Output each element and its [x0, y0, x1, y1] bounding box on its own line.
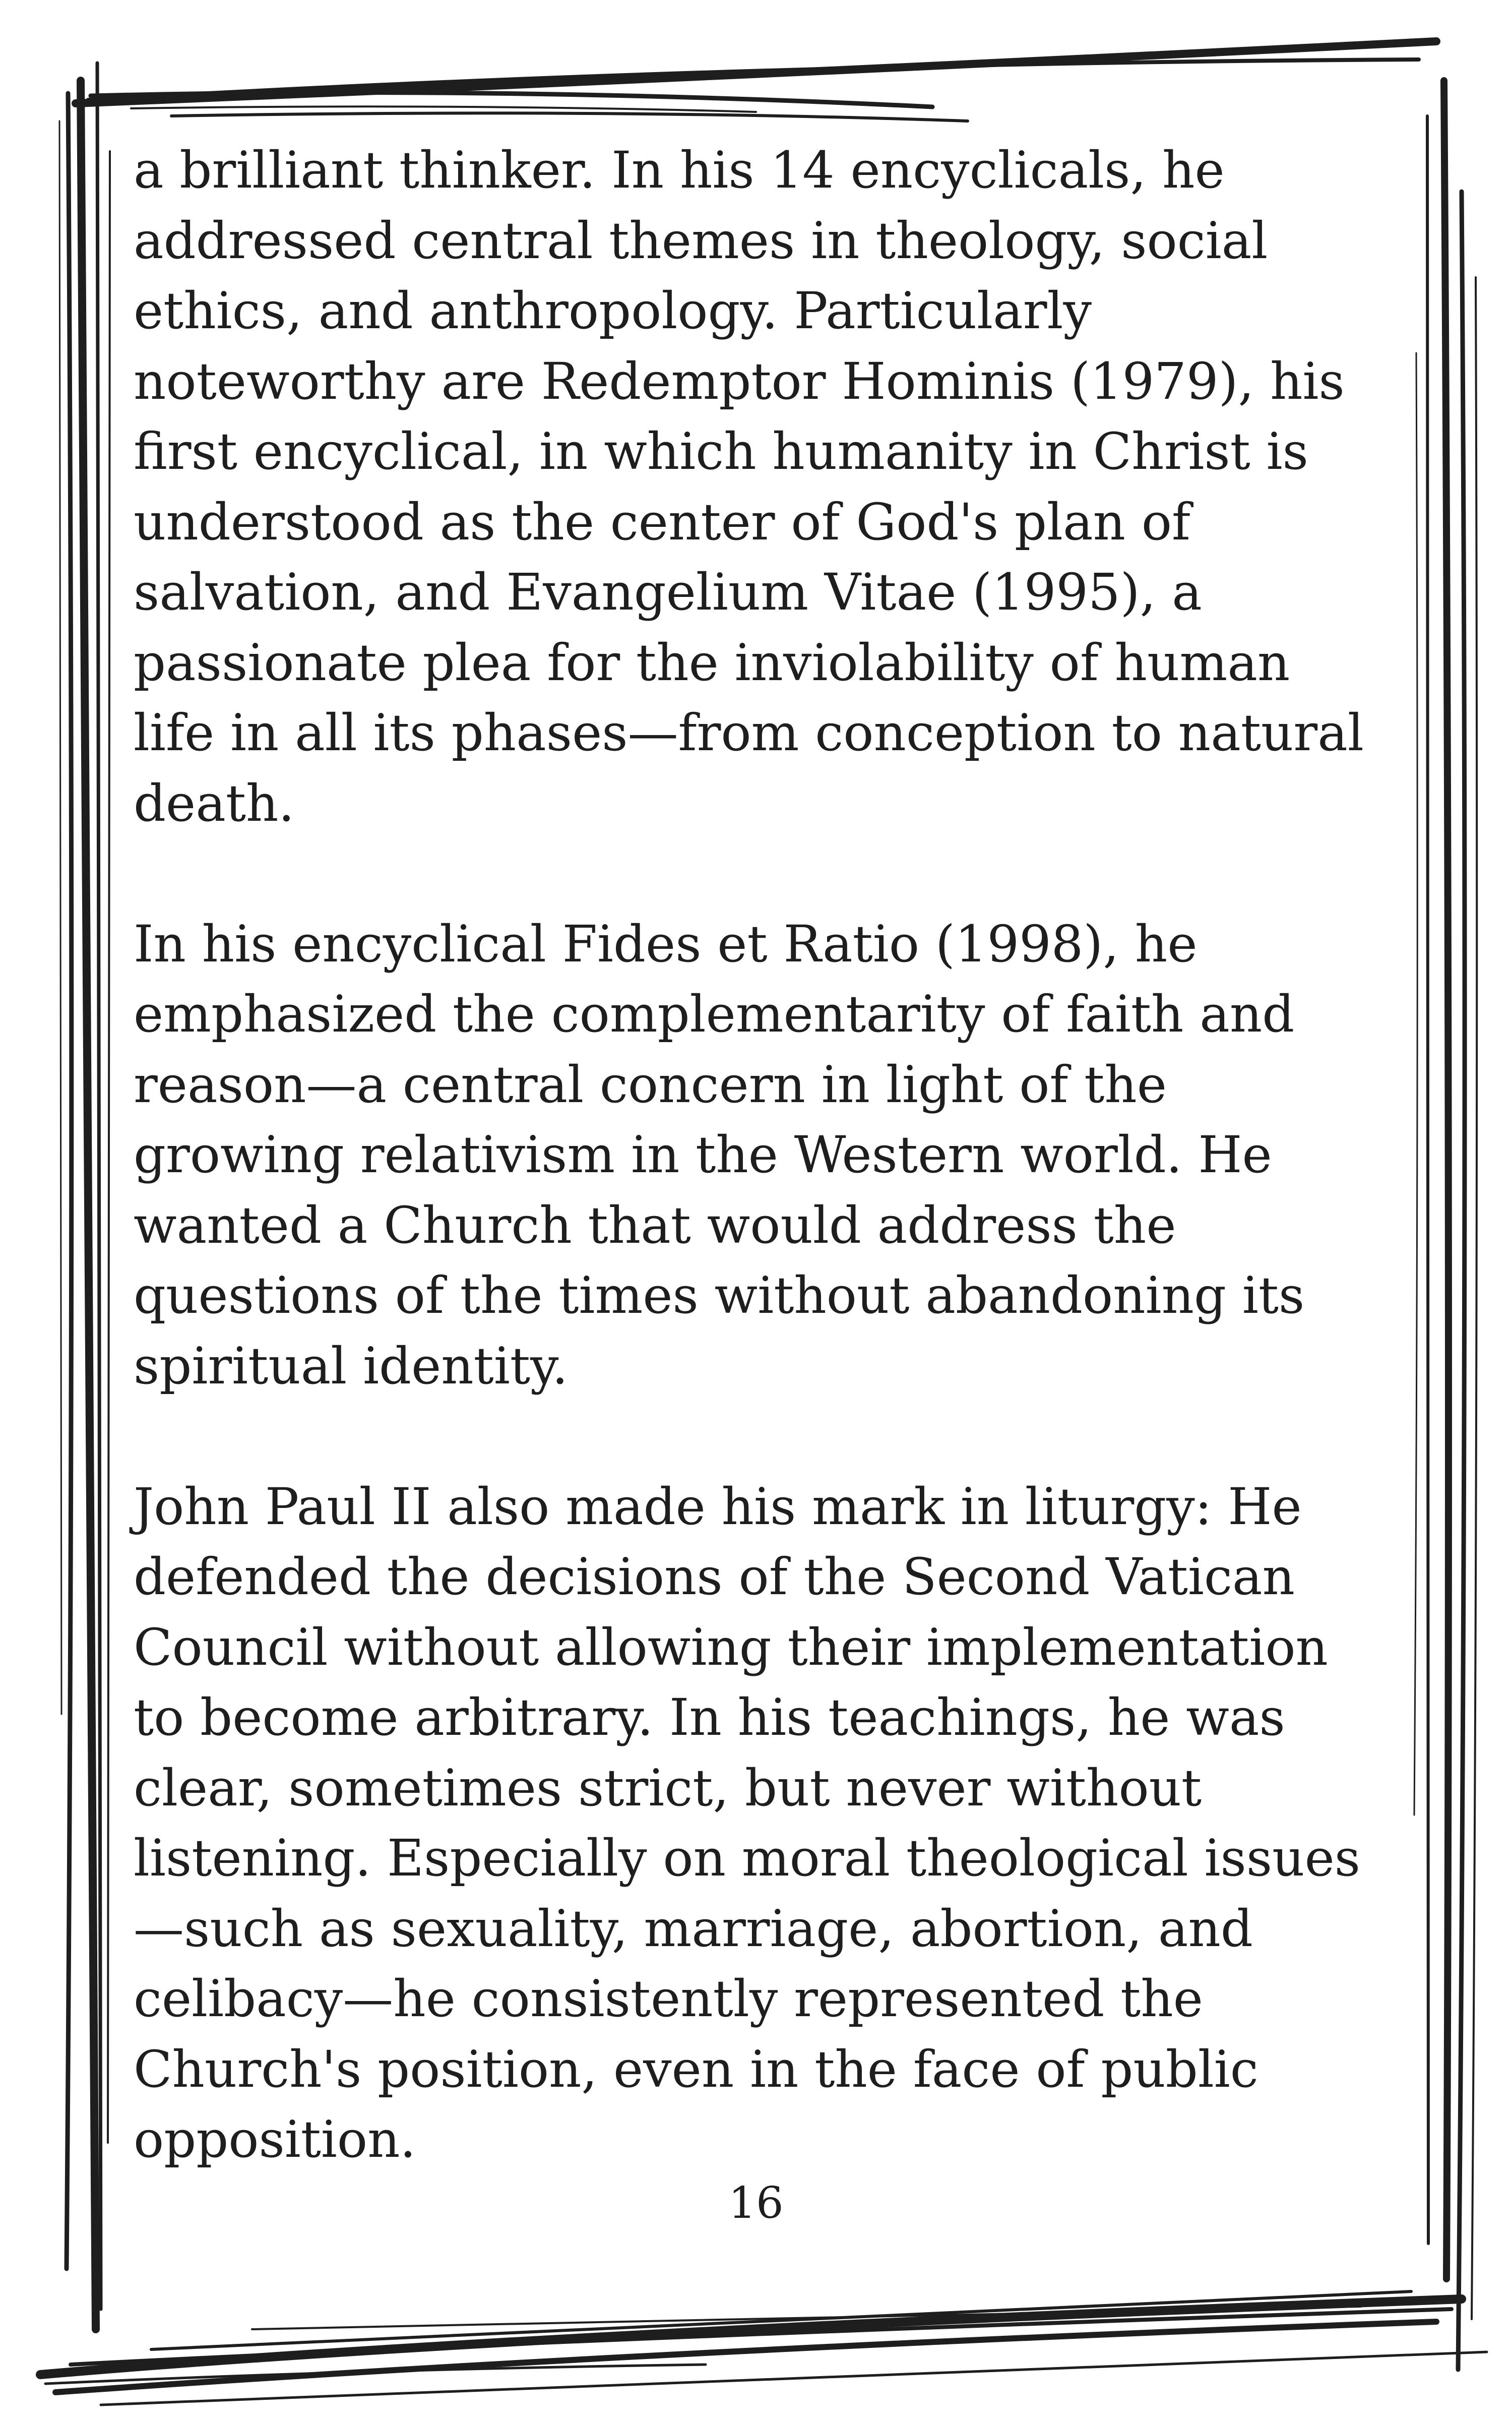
- body-paragraph: In his encyclical Fides et Ratio (1998), he emphasized the complementarity of faith and reason—a central concern in light of the growing relativism in the Western world. He wanted a Church that would address the questions of the times without abandoning its spiritual identity.: [134, 914, 1305, 1396]
- right-border-stroke: [1427, 116, 1430, 2244]
- top-border-stroke: [131, 106, 756, 112]
- right-border-stroke: [1444, 81, 1448, 2279]
- page-body: [134, 135, 1404, 2175]
- right-border-stroke: [1472, 277, 1477, 2319]
- left-border-stroke: [97, 63, 101, 2309]
- bottom-border-stroke: [101, 2352, 1487, 2405]
- left-border-stroke: [81, 81, 96, 2329]
- right-border-stroke: [1414, 353, 1417, 1815]
- body-paragraph: a brilliant thinker. In his 14 encyclicals, he addressed central themes in theology, social ethics, and anthropology. Particularly noteworthy are Redemptor Hominis (1979), his first encyclical, in which humanity in Christ is understood as the center of God's plan of salvation, and Evangelium Vitae (1995), a passionate plea for the inviolability of human life in all its phases—from conception to natural death.: [134, 141, 1364, 833]
- body-paragraph: John Paul II also made his mark in liturgy: He defended the decisions of the Second Vatican Council without allowing their implementation to become arbitrary. In his teachings, he was clear, sometimes strict, but never without listening. Especially on moral theological issues —such as sexuality, marriage, abortion, and celibacy—he consistently represented the Church's position, even in the face of public opposition.: [134, 1477, 1361, 2169]
- right-border-stroke: [1458, 192, 1465, 2370]
- page-number: 16: [728, 2178, 784, 2228]
- left-border-stroke: [108, 151, 110, 2143]
- top-border-stroke: [171, 113, 968, 121]
- left-border-stroke: [59, 121, 62, 1714]
- bottom-border-stroke: [40, 2299, 1462, 2375]
- bottom-border-stroke: [151, 2291, 1411, 2349]
- bottom-border-stroke: [71, 2309, 1452, 2365]
- left-border-stroke: [67, 93, 72, 2269]
